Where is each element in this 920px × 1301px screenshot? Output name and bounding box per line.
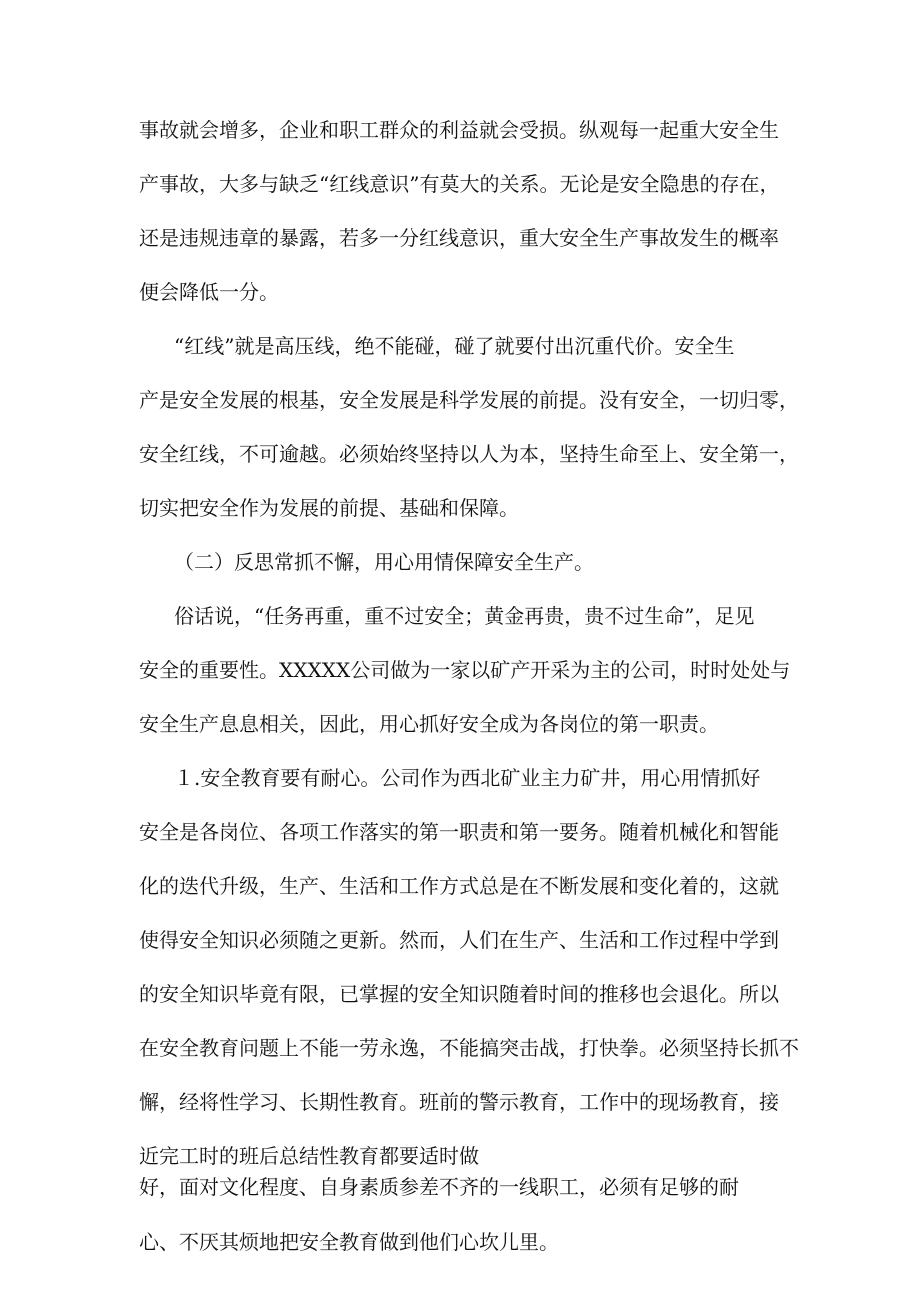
text-line: 产是安全发展的根基，安全发展是科学发展的前提。没有安全，一切归零， (139, 388, 799, 412)
text-line: 的安全知识毕竟有限，已掌握的安全知识随着时间的推移也会退化。所以 (139, 982, 779, 1006)
text-line: 便会降低一分。 (139, 280, 279, 304)
text-line: 切实把安全作为发展的前提、基础和保障。 (139, 496, 519, 520)
text-line: 好，面对文化程度、自身素质参差不齐的一线职工，必须有足够的耐 (139, 1175, 739, 1199)
text-line: “红线”就是高压线，绝不能碰，碰了就要付出沉重代价。安全生 (174, 334, 735, 358)
section-heading: （二）反思常抓不懈，用心用情保障安全生产。 (174, 550, 594, 574)
text-line: 还是违规违章的暴露，若多一分红线意识，重大安全生产事故发生的概率 (139, 226, 779, 250)
text-line: 在安全教育问题上不能一劳永逸，不能搞突击战，打快拳。必须坚持长抓不 (139, 1036, 799, 1060)
text-line: 近完工时的班后总结性教育都要适时做 (139, 1144, 479, 1168)
text-line: 安全是各岗位、各项工作落实的第一职责和第一要务。随着机械化和智能 (139, 820, 779, 844)
text-line: 懈，经将性学习、长期性教育。班前的警示教育，工作中的现场教育，接 (139, 1090, 779, 1114)
text-line: 心、不厌其烦地把安全教育做到他们心坎儿里。 (139, 1230, 559, 1254)
text-line: 产事故，大多与缺乏“红线意识”有莫大的关系。无论是安全隐患的存在， (139, 172, 780, 196)
text-line: 安全生产息息相关，因此，用心抓好安全成为各岗位的第一职责。 (139, 712, 719, 736)
text-line: １.安全教育要有耐心。公司作为西北矿业主力矿井，用心用情抓好 (174, 766, 761, 790)
text-line: 事故就会增多，企业和职工群众的利益就会受损。纵观每一起重大安全生 (139, 118, 779, 142)
text-line: 化的迭代升级，生产、生活和工作方式总是在不断发展和变化着的，这就 (139, 874, 779, 898)
text-line: 安全的重要性。XXXXX公司做为一家以矿产开采为主的公司，时时处处与 (139, 658, 791, 682)
text-line: 安全红线，不可逾越。必须始终坚持以人为本，坚持生命至上、安全第一， (139, 442, 799, 466)
text-line: 俗话说，“任务再重，重不过安全；黄金再贵，贵不过生命”，足见 (174, 604, 755, 628)
text-line: 使得安全知识必须随之更新。然而，人们在生产、生活和工作过程中学到 (139, 928, 779, 952)
